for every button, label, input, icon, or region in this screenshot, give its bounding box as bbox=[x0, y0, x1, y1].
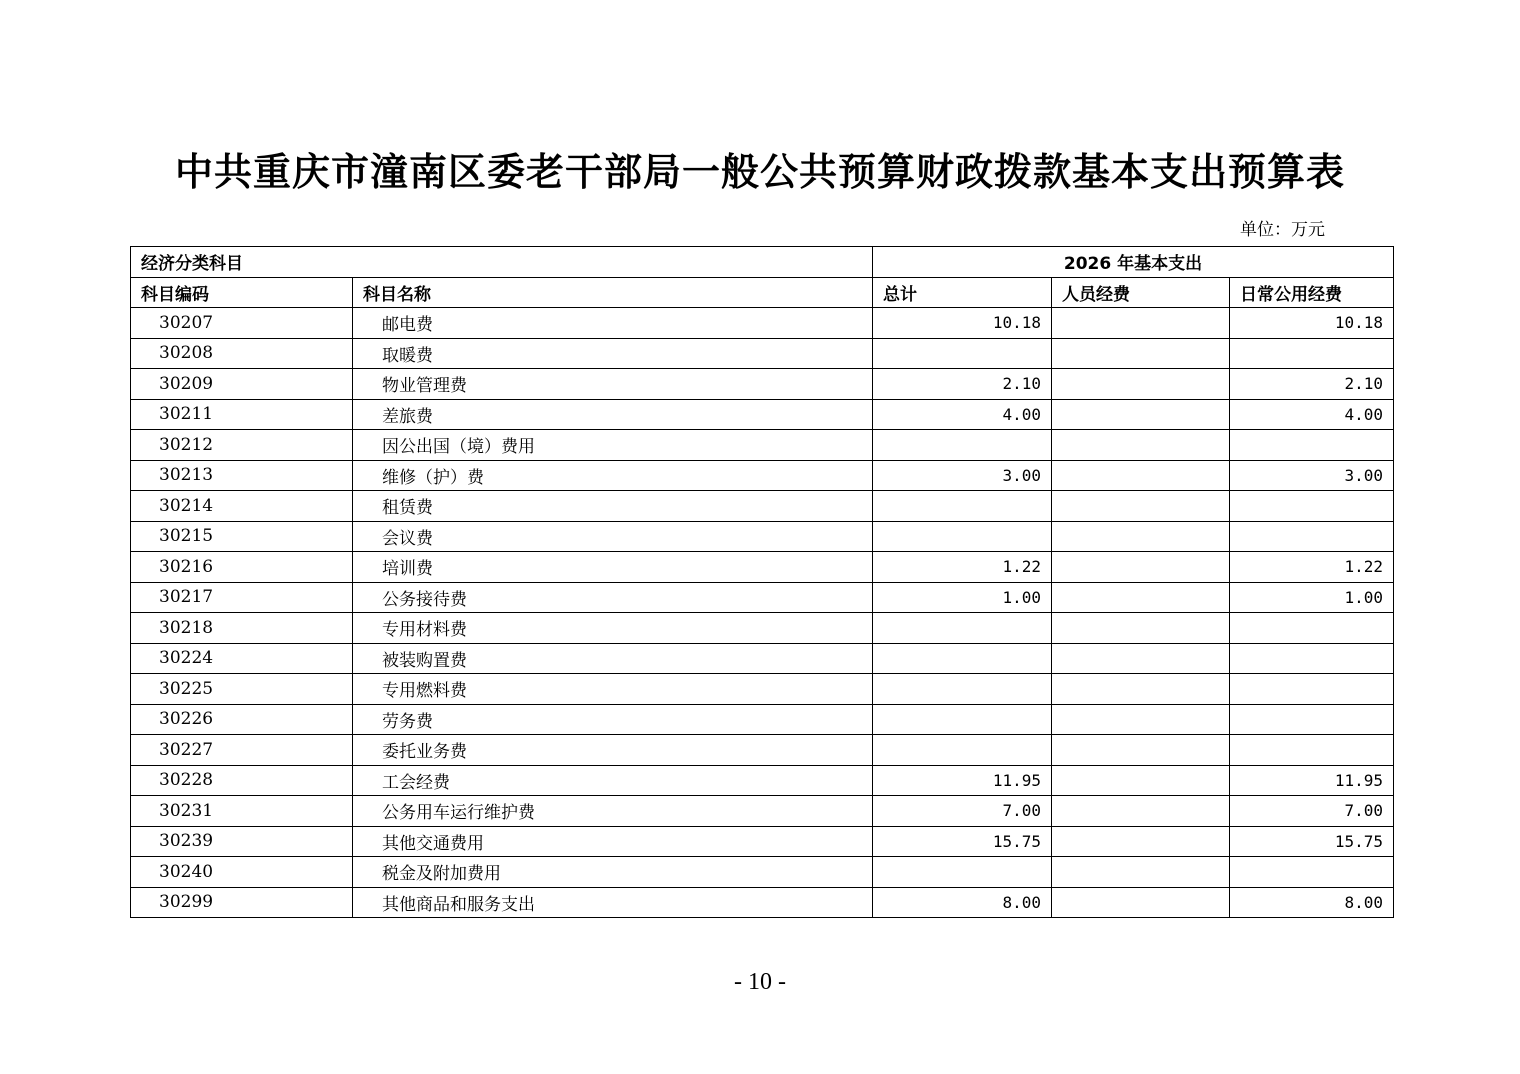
cell-code: 30212 bbox=[131, 430, 353, 461]
cell-personnel bbox=[1052, 338, 1230, 369]
economic-class-header: 经济分类科目 bbox=[131, 247, 873, 278]
basic-expenditure-header: 2026 年基本支出 bbox=[873, 247, 1394, 278]
table-row bbox=[131, 826, 1394, 857]
cell-code: 30224 bbox=[131, 643, 353, 674]
cell-daily-public bbox=[1230, 430, 1394, 461]
cell-name: 公务接待费 bbox=[353, 582, 873, 613]
cell-total bbox=[873, 521, 1052, 552]
cell-code: 30213 bbox=[131, 460, 353, 491]
cell-personnel bbox=[1052, 460, 1230, 491]
cell-code: 30216 bbox=[131, 552, 353, 583]
cell-code: 30208 bbox=[131, 338, 353, 369]
cell-name: 培训费 bbox=[353, 552, 873, 583]
cell-personnel bbox=[1052, 887, 1230, 918]
cell-code: 30231 bbox=[131, 796, 353, 827]
cell-personnel bbox=[1052, 826, 1230, 857]
cell-name: 维修（护）费 bbox=[353, 460, 873, 491]
cell-code: 30299 bbox=[131, 887, 353, 918]
cell-total: 11.95 bbox=[873, 765, 1052, 796]
cell-name: 专用燃料费 bbox=[353, 674, 873, 705]
table-row bbox=[131, 460, 1394, 491]
cell-total: 7.00 bbox=[873, 796, 1052, 827]
cell-total bbox=[873, 491, 1052, 522]
cell-personnel bbox=[1052, 857, 1230, 888]
cell-daily-public bbox=[1230, 674, 1394, 705]
cell-name: 公务用车运行维护费 bbox=[353, 796, 873, 827]
cell-daily-public: 1.00 bbox=[1230, 582, 1394, 613]
cell-name: 专用材料费 bbox=[353, 613, 873, 644]
cell-code: 30227 bbox=[131, 735, 353, 766]
cell-total: 2.10 bbox=[873, 369, 1052, 400]
cell-daily-public: 3.00 bbox=[1230, 460, 1394, 491]
cell-personnel bbox=[1052, 674, 1230, 705]
cell-total: 1.22 bbox=[873, 552, 1052, 583]
cell-daily-public: 7.00 bbox=[1230, 796, 1394, 827]
budget-table bbox=[130, 246, 1394, 918]
cell-daily-public bbox=[1230, 521, 1394, 552]
total-column-header: 总计 bbox=[873, 277, 1052, 308]
cell-name: 劳务费 bbox=[353, 704, 873, 735]
table-row bbox=[131, 735, 1394, 766]
cell-personnel bbox=[1052, 796, 1230, 827]
cell-daily-public bbox=[1230, 643, 1394, 674]
table-row bbox=[131, 674, 1394, 705]
column-header-row bbox=[131, 277, 1394, 308]
cell-personnel bbox=[1052, 704, 1230, 735]
code-column-header: 科目编码 bbox=[131, 277, 353, 308]
cell-code: 30217 bbox=[131, 582, 353, 613]
cell-total bbox=[873, 643, 1052, 674]
cell-name: 被装购置费 bbox=[353, 643, 873, 674]
cell-personnel bbox=[1052, 552, 1230, 583]
cell-daily-public: 4.00 bbox=[1230, 399, 1394, 430]
cell-code: 30218 bbox=[131, 613, 353, 644]
cell-personnel bbox=[1052, 582, 1230, 613]
table-row bbox=[131, 552, 1394, 583]
cell-code: 30225 bbox=[131, 674, 353, 705]
cell-code: 30214 bbox=[131, 491, 353, 522]
cell-code: 30209 bbox=[131, 369, 353, 400]
name-column-header: 科目名称 bbox=[353, 277, 873, 308]
table-row bbox=[131, 643, 1394, 674]
cell-personnel bbox=[1052, 521, 1230, 552]
cell-total bbox=[873, 674, 1052, 705]
cell-code: 30215 bbox=[131, 521, 353, 552]
table-row bbox=[131, 704, 1394, 735]
cell-daily-public bbox=[1230, 613, 1394, 644]
cell-name: 其他交通费用 bbox=[353, 826, 873, 857]
cell-daily-public: 10.18 bbox=[1230, 308, 1394, 339]
cell-name: 差旅费 bbox=[353, 399, 873, 430]
cell-code: 30207 bbox=[131, 308, 353, 339]
table-row bbox=[131, 491, 1394, 522]
cell-total: 4.00 bbox=[873, 399, 1052, 430]
cell-total bbox=[873, 704, 1052, 735]
cell-code: 30240 bbox=[131, 857, 353, 888]
cell-name: 其他商品和服务支出 bbox=[353, 887, 873, 918]
personnel-column-header: 人员经费 bbox=[1052, 277, 1230, 308]
cell-total bbox=[873, 613, 1052, 644]
table-row bbox=[131, 399, 1394, 430]
cell-name: 税金及附加费用 bbox=[353, 857, 873, 888]
cell-total: 10.18 bbox=[873, 308, 1052, 339]
cell-personnel bbox=[1052, 765, 1230, 796]
cell-code: 30228 bbox=[131, 765, 353, 796]
cell-name: 物业管理费 bbox=[353, 369, 873, 400]
cell-daily-public bbox=[1230, 491, 1394, 522]
cell-total: 3.00 bbox=[873, 460, 1052, 491]
table-row bbox=[131, 765, 1394, 796]
cell-daily-public bbox=[1230, 735, 1394, 766]
table-row bbox=[131, 857, 1394, 888]
cell-total: 15.75 bbox=[873, 826, 1052, 857]
cell-name: 工会经费 bbox=[353, 765, 873, 796]
cell-personnel bbox=[1052, 735, 1230, 766]
cell-total bbox=[873, 857, 1052, 888]
table-row bbox=[131, 308, 1394, 339]
table-row bbox=[131, 796, 1394, 827]
cell-daily-public: 11.95 bbox=[1230, 765, 1394, 796]
cell-daily-public: 8.00 bbox=[1230, 887, 1394, 918]
table-row bbox=[131, 613, 1394, 644]
cell-name: 邮电费 bbox=[353, 308, 873, 339]
cell-name: 因公出国（境）费用 bbox=[353, 430, 873, 461]
cell-daily-public: 2.10 bbox=[1230, 369, 1394, 400]
table-row bbox=[131, 338, 1394, 369]
page-number: - 10 - bbox=[734, 969, 786, 995]
page-title: 中共重庆市潼南区委老干部局一般公共预算财政拨款基本支出预算表 bbox=[174, 150, 1345, 194]
cell-personnel bbox=[1052, 491, 1230, 522]
cell-total: 1.00 bbox=[873, 582, 1052, 613]
cell-code: 30211 bbox=[131, 399, 353, 430]
daily-public-column-header: 日常公用经费 bbox=[1230, 277, 1394, 308]
cell-code: 30239 bbox=[131, 826, 353, 857]
cell-daily-public bbox=[1230, 857, 1394, 888]
table-row bbox=[131, 887, 1394, 918]
cell-name: 委托业务费 bbox=[353, 735, 873, 766]
cell-name: 租赁费 bbox=[353, 491, 873, 522]
cell-personnel bbox=[1052, 369, 1230, 400]
unit-label: 单位：万元 bbox=[1240, 220, 1325, 240]
cell-total bbox=[873, 430, 1052, 461]
cell-code: 30226 bbox=[131, 704, 353, 735]
cell-daily-public: 15.75 bbox=[1230, 826, 1394, 857]
table-row bbox=[131, 521, 1394, 552]
cell-personnel bbox=[1052, 308, 1230, 339]
cell-personnel bbox=[1052, 430, 1230, 461]
table-row bbox=[131, 369, 1394, 400]
cell-personnel bbox=[1052, 643, 1230, 674]
budget-rows bbox=[131, 308, 1394, 918]
cell-personnel bbox=[1052, 399, 1230, 430]
cell-daily-public bbox=[1230, 338, 1394, 369]
cell-total: 8.00 bbox=[873, 887, 1052, 918]
cell-total bbox=[873, 338, 1052, 369]
cell-daily-public: 1.22 bbox=[1230, 552, 1394, 583]
cell-name: 取暖费 bbox=[353, 338, 873, 369]
cell-daily-public bbox=[1230, 704, 1394, 735]
table-row bbox=[131, 582, 1394, 613]
table-row bbox=[131, 430, 1394, 461]
cell-personnel bbox=[1052, 613, 1230, 644]
cell-name: 会议费 bbox=[353, 521, 873, 552]
cell-total bbox=[873, 735, 1052, 766]
group-header-row bbox=[131, 247, 1394, 278]
